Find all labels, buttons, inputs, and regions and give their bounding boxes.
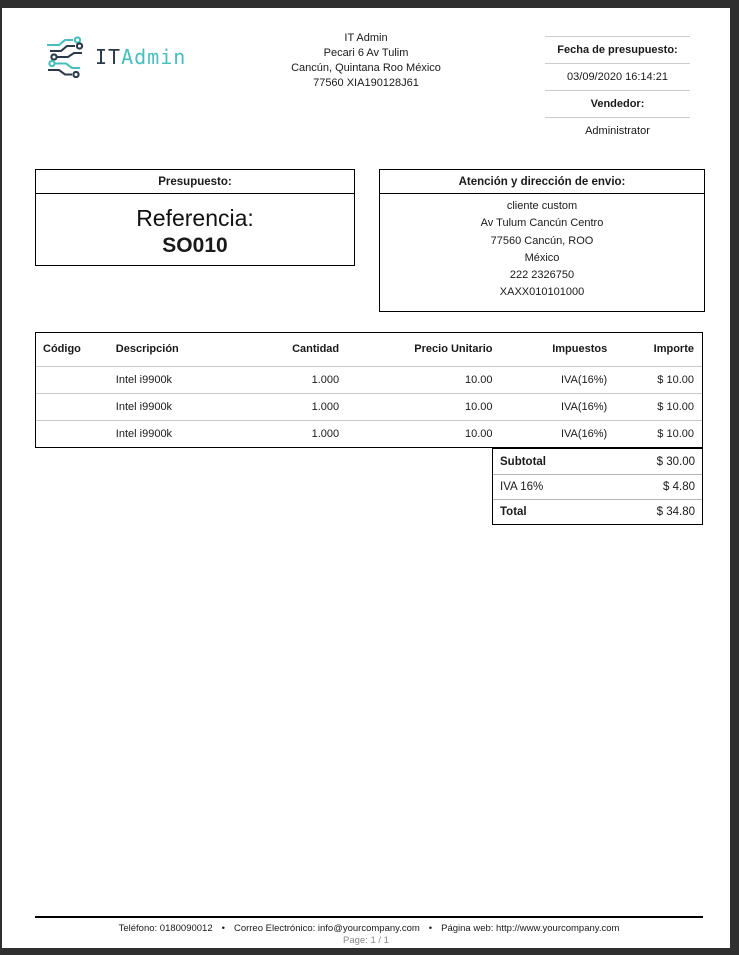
total-label: Total bbox=[500, 506, 527, 518]
shipping-box-body bbox=[380, 194, 704, 302]
circuit-logo-icon bbox=[46, 36, 88, 78]
shipping-city: 77560 Cancún, ROO bbox=[490, 234, 594, 247]
item-cell: 1.000 bbox=[311, 400, 340, 413]
reference-box-body bbox=[36, 194, 354, 258]
subtotal-label: Subtotal bbox=[500, 455, 546, 468]
items-table bbox=[36, 333, 702, 447]
vendor-label: Vendedor: bbox=[545, 90, 690, 117]
quote-date-label: Fecha de presupuesto: bbox=[545, 36, 690, 63]
shipping-country: México bbox=[524, 251, 560, 264]
vendor-value: Administrator bbox=[545, 117, 690, 144]
footer-bullet-separator: • bbox=[428, 923, 433, 934]
logo-text-primary: IT bbox=[95, 45, 122, 69]
items-table-body bbox=[36, 366, 702, 447]
total-value: $ 34.80 bbox=[656, 506, 695, 518]
item-cell: 1.000 bbox=[311, 427, 340, 440]
reference-value: SO010 bbox=[162, 234, 228, 257]
shipping-phone: 222 2326750 bbox=[509, 269, 575, 282]
item-cell: IVA(16%) bbox=[560, 373, 608, 386]
item-cell: Intel i9900k bbox=[115, 427, 173, 440]
col-header-precio-unitario: Precio Unitario bbox=[414, 343, 493, 356]
company-tax-id: 77560 XIA190128J61 bbox=[313, 77, 419, 89]
items-table-header bbox=[36, 333, 702, 366]
item-cell: $ 10.00 bbox=[657, 427, 694, 440]
tax-label: IVA 16% bbox=[500, 481, 544, 493]
shipping-box-title: Atención y dirección de envio: bbox=[380, 170, 704, 194]
item-cell bbox=[36, 420, 116, 447]
col-header-impuestos: Impuestos bbox=[552, 343, 608, 356]
item-cell: IVA(16%) bbox=[560, 427, 608, 440]
quote-date-value: 03/09/2020 16:14:21 bbox=[545, 63, 690, 90]
item-cell: $ 10.00 bbox=[657, 373, 694, 386]
item-row bbox=[36, 366, 702, 393]
item-row bbox=[36, 420, 702, 447]
company-address-block bbox=[166, 31, 566, 91]
item-cell bbox=[36, 366, 116, 393]
col-header-descripcion: Descripción bbox=[115, 343, 179, 356]
shipping-street: Av Tulum Cancún Centro bbox=[480, 217, 604, 230]
footer-contact-item: Teléfono: 0180090012 bbox=[118, 923, 213, 934]
company-city: Cancún, Quintana Roo México bbox=[291, 62, 441, 74]
footer-bullet-separator: • bbox=[221, 923, 225, 934]
logo-text-secondary: Admin bbox=[121, 45, 187, 69]
total-row bbox=[493, 499, 702, 524]
item-cell: Intel i9900k bbox=[115, 373, 173, 386]
items-table-container bbox=[35, 332, 703, 448]
company-name: IT Admin bbox=[344, 32, 388, 44]
subtotal-row bbox=[493, 449, 702, 474]
col-header-codigo: Código bbox=[43, 343, 81, 356]
company-street: Pecari 6 Av Tulim bbox=[323, 47, 409, 59]
col-header-importe: Importe bbox=[653, 343, 694, 356]
quote-meta-block bbox=[545, 36, 690, 144]
col-header-cantidad: Cantidad bbox=[292, 343, 340, 356]
footer-contact-line bbox=[35, 916, 703, 934]
item-cell bbox=[36, 393, 116, 420]
shipping-tax-id: XAXX010101000 bbox=[499, 286, 585, 299]
item-cell: $ 10.00 bbox=[657, 400, 694, 413]
subtotal-value: $ 30.00 bbox=[656, 455, 695, 468]
reference-label: Referencia: bbox=[136, 205, 254, 231]
footer-contact-item: Correo Electrónico: info@yourcompany.com bbox=[233, 923, 420, 934]
shipping-contact: cliente custom bbox=[506, 200, 578, 212]
document-page bbox=[2, 8, 730, 948]
page-indicator: Page: 1 / 1 bbox=[343, 935, 389, 946]
footer-contact-item: Página web: http://www.yourcompany.com bbox=[441, 923, 620, 934]
item-cell: IVA(16%) bbox=[560, 400, 608, 413]
item-row bbox=[36, 393, 702, 420]
reference-box bbox=[35, 169, 355, 266]
item-cell: 1.000 bbox=[311, 373, 340, 386]
totals-box bbox=[492, 448, 703, 525]
tax-row bbox=[493, 474, 702, 499]
tax-value: $ 4.80 bbox=[663, 481, 695, 493]
item-cell: 10.00 bbox=[465, 427, 493, 440]
item-cell: Intel i9900k bbox=[115, 400, 173, 413]
item-cell: 10.00 bbox=[465, 400, 493, 413]
reference-box-title: Presupuesto: bbox=[36, 170, 354, 194]
shipping-box bbox=[379, 169, 705, 312]
item-cell: 10.00 bbox=[465, 373, 493, 386]
